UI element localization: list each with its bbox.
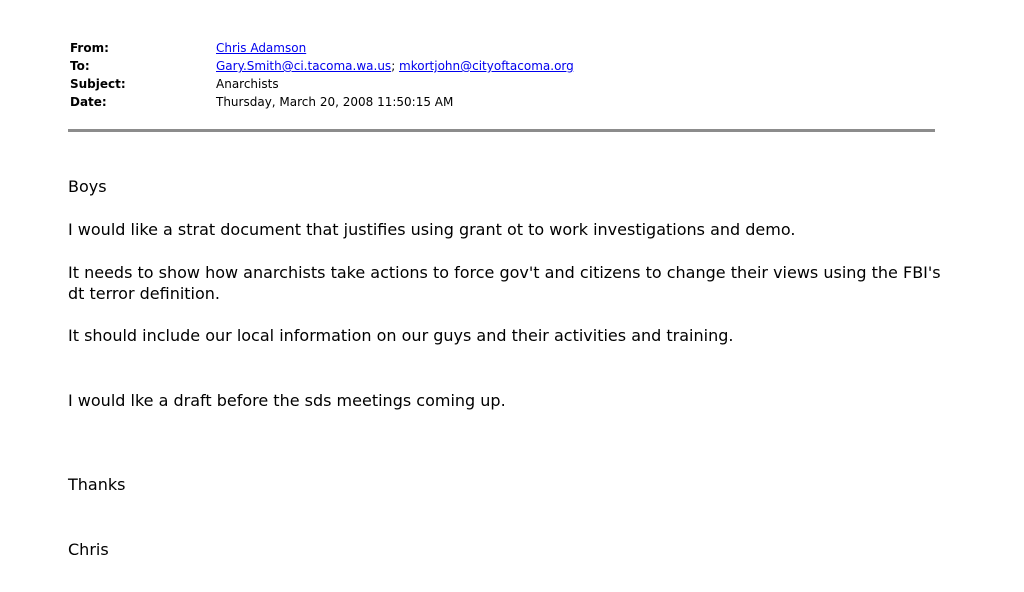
- paragraph-3: It should include our local information on our guys and their activities and training.: [68, 326, 734, 345]
- from-label: From:: [70, 41, 109, 55]
- greeting-text: Boys: [68, 177, 107, 196]
- header-divider: [68, 129, 935, 132]
- date-label: Date:: [70, 95, 107, 109]
- date-value: Thursday, March 20, 2008 11:50:15 AM: [216, 95, 454, 109]
- subject-row: [70, 75, 574, 93]
- closing-text: Thanks: [68, 475, 126, 494]
- from-sender-link[interactable]: Chris Adamson: [216, 41, 307, 55]
- to-label: To:: [70, 59, 90, 73]
- subject-value: Anarchists: [216, 77, 279, 91]
- recipient-separator: ;: [391, 59, 400, 73]
- from-row: [70, 39, 574, 57]
- to-row: [70, 57, 574, 75]
- email-header: [70, 39, 574, 111]
- paragraph-1: I would like a strat document that justifies using grant ot to work investigations and demo.: [68, 220, 796, 239]
- to-recipient-link-1[interactable]: Gary.Smith@ci.tacoma.wa.us: [216, 59, 392, 73]
- paragraph-4: I would lke a draft before the sds meetings coming up.: [68, 391, 506, 410]
- to-recipient-link-2[interactable]: mkortjohn@cityoftacoma.org: [399, 59, 574, 73]
- paragraph-2: It needs to show how anarchists take actions to force gov't and citizens to change their views using the FBI's dt terror definition.: [68, 263, 946, 303]
- subject-label: Subject:: [70, 77, 126, 91]
- date-row: [70, 93, 574, 111]
- signature-text: Chris: [68, 540, 109, 559]
